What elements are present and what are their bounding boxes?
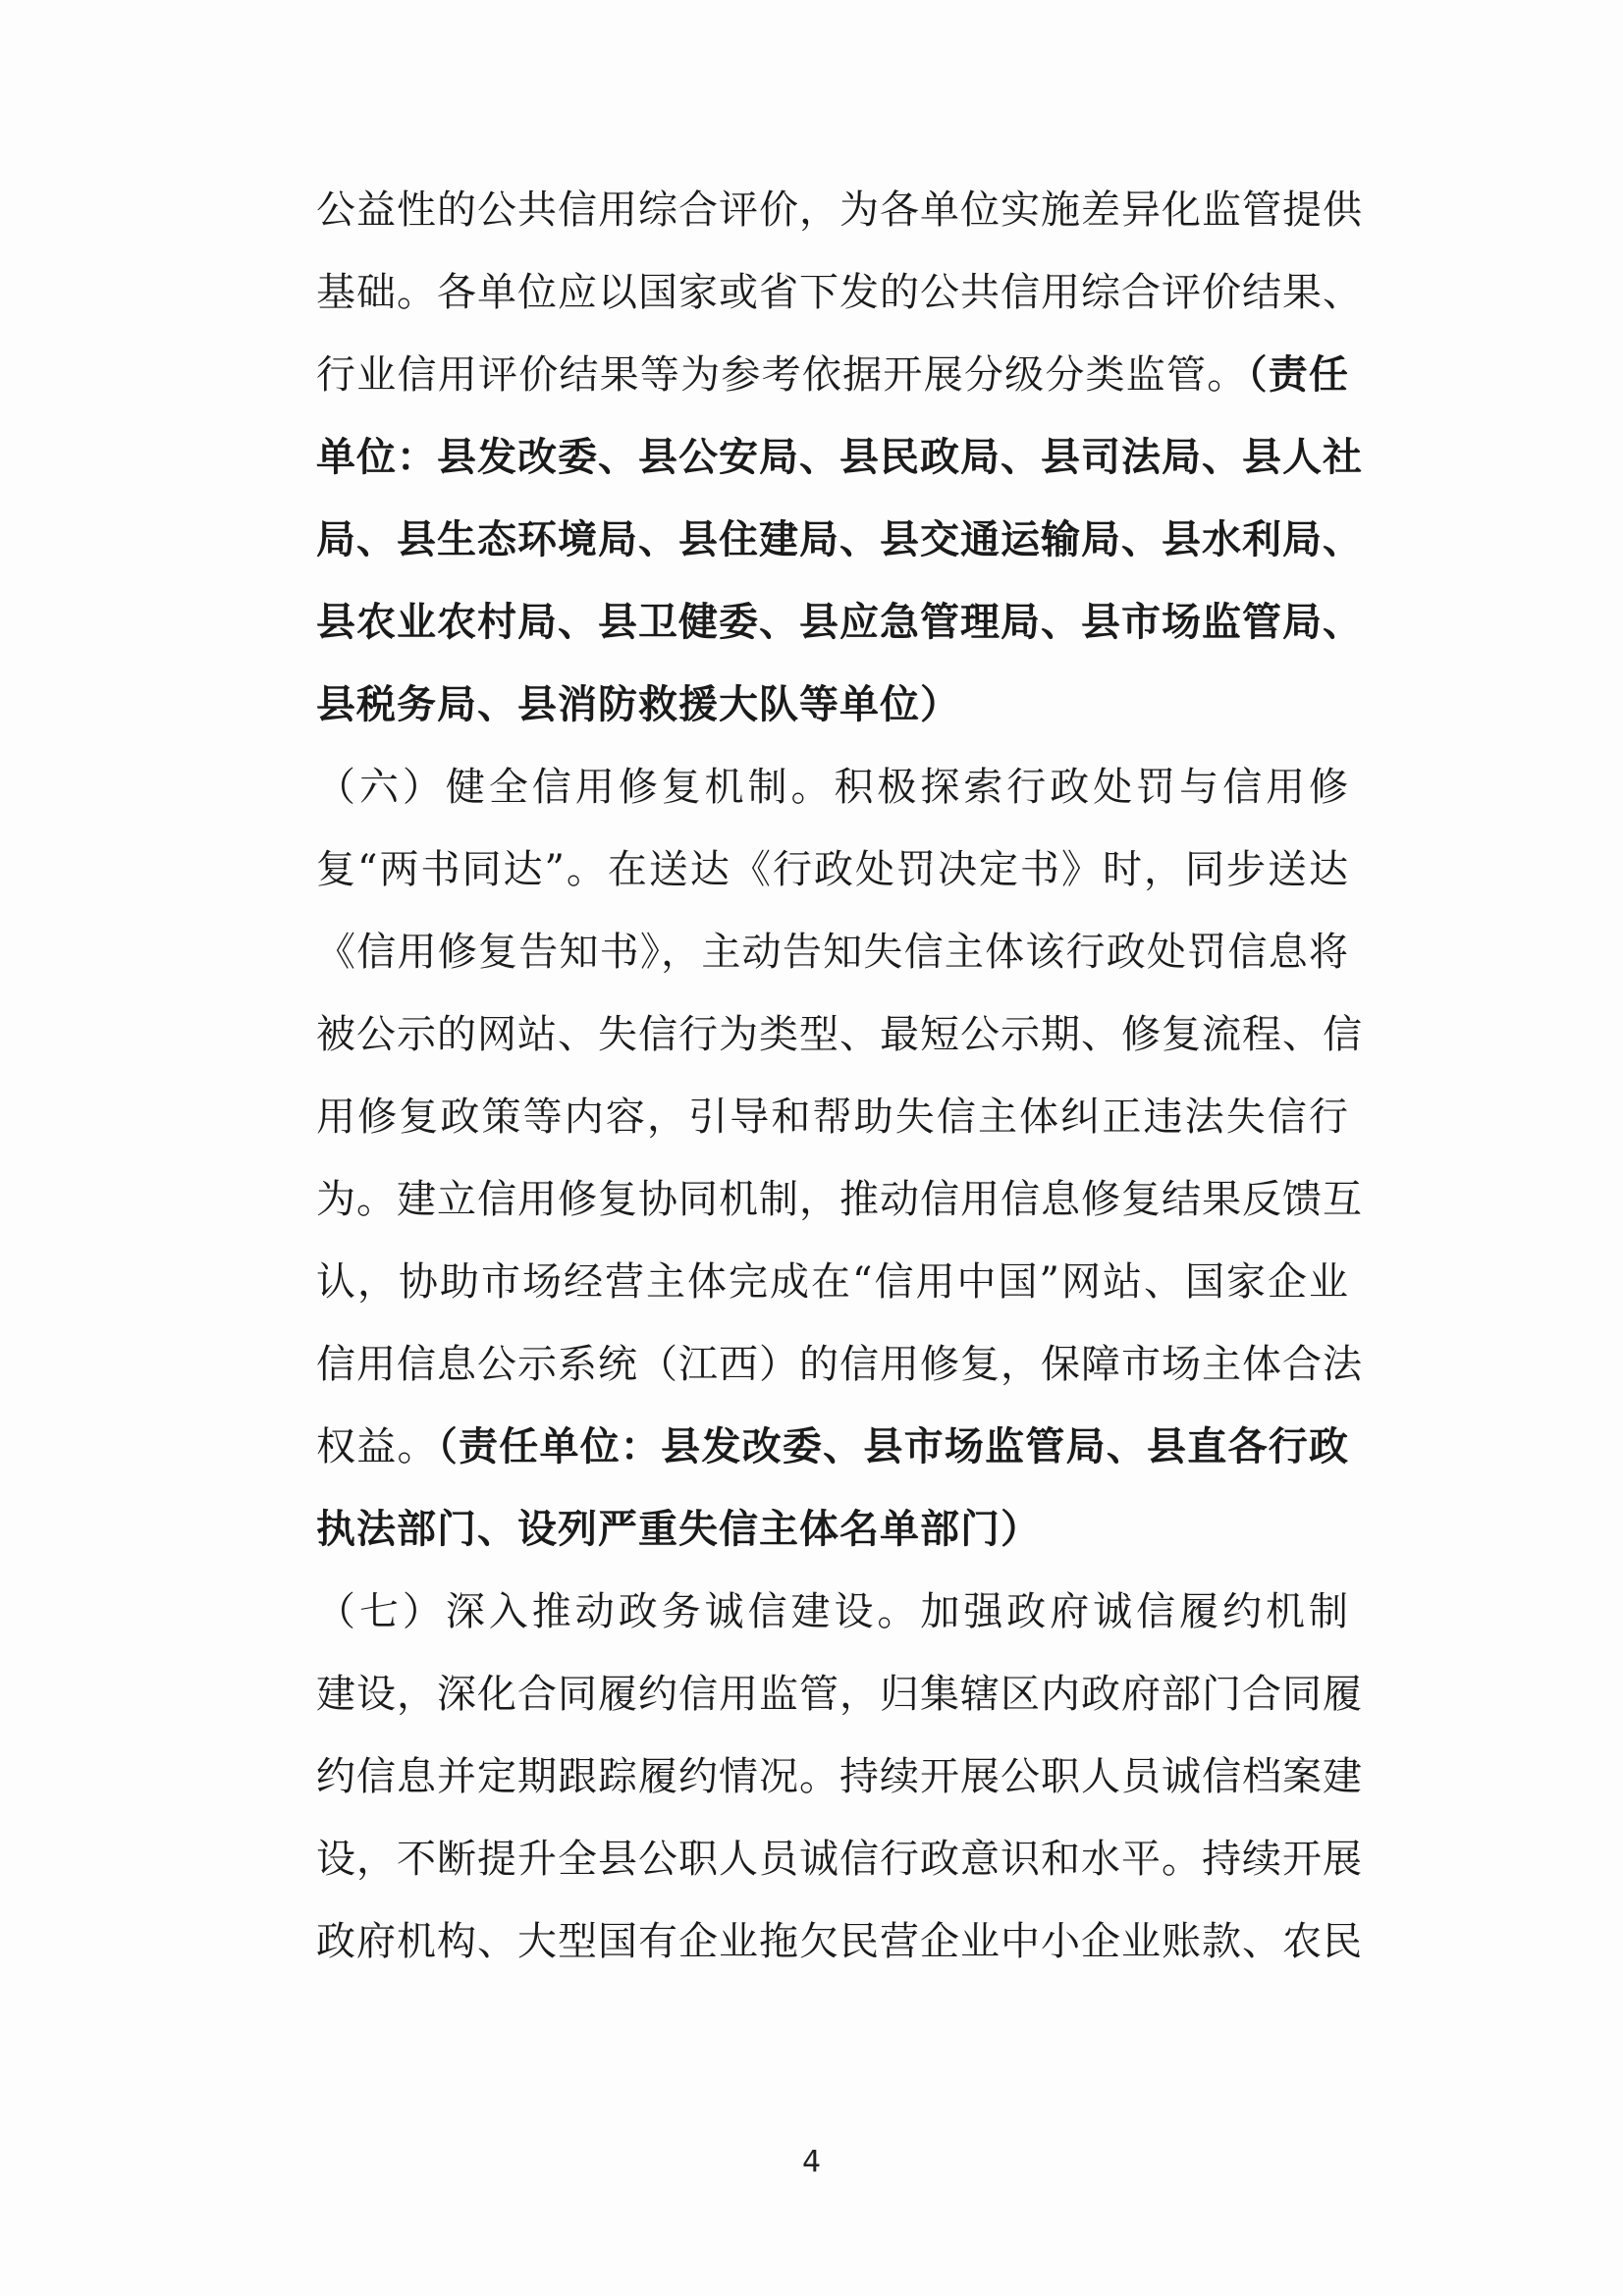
text-line xyxy=(316,416,1363,499)
text-line xyxy=(316,1735,1363,1818)
text-line xyxy=(316,1653,1363,1735)
bold-text-segment: 单位：县发改委、县公安局、县民政局、县司法局、县人社 xyxy=(316,434,1363,480)
page-number: 4 xyxy=(801,2145,822,2179)
text-segment: 认，协助市场经营主体完成在“信用中国”网站、国家企业 xyxy=(316,1259,1349,1305)
text-segment: 用修复政策等内容，引导和帮助失信主体纠正违法失信行 xyxy=(316,1095,1349,1140)
bold-text-segment: 县税务局、县消防救援大队等单位） xyxy=(316,681,960,727)
text-segment: 权益。 xyxy=(316,1424,438,1469)
text-segment: 复“两书同达”。在送达《行政处罚决定书》时，同步送达 xyxy=(316,847,1349,892)
text-line xyxy=(316,169,1363,251)
bold-text-segment: 执法部门、设列严重失信主体名单部门） xyxy=(316,1506,1041,1552)
text-line xyxy=(316,1241,1349,1323)
text-segment: （七）深入推动政务诚信建设。加强政府诚信履约机制 xyxy=(316,1589,1349,1634)
text-segment: 信用信息公示系统（江西）的信用修复，保障市场主体合法 xyxy=(316,1342,1363,1387)
text-line xyxy=(316,993,1363,1076)
text-line xyxy=(316,251,1363,334)
document-body xyxy=(316,169,1363,1983)
bold-text-segment: （责任单位：县发改委、县市场监管局、县直各行政 xyxy=(437,1423,1350,1469)
text-segment: 行业信用评价结果等为参考依据开展分级分类监管。 xyxy=(316,352,1248,398)
text-segment: （六）健全信用修复机制。积极探索行政处罚与信用修 xyxy=(316,765,1349,810)
text-line xyxy=(316,334,1349,416)
text-segment: 基础。各单位应以国家或省下发的公共信用综合评价结果、 xyxy=(316,270,1363,315)
text-segment: 公益性的公共信用综合评价，为各单位实施差异化监管提供 xyxy=(316,187,1363,233)
text-line xyxy=(316,581,1363,664)
text-line xyxy=(316,1900,1363,1983)
text-segment: 为。建立信用修复协同机制，推动信用信息修复结果反馈互 xyxy=(316,1177,1363,1222)
text-line xyxy=(316,1818,1363,1900)
text-line xyxy=(316,499,1363,581)
text-line xyxy=(316,1076,1349,1158)
text-line xyxy=(316,911,1349,993)
text-line xyxy=(316,1158,1363,1241)
text-segment: 约信息并定期跟踪履约情况。持续开展公职人员诚信档案建 xyxy=(316,1754,1363,1799)
text-segment: 被公示的网站、失信行为类型、最短公示期、修复流程、信 xyxy=(316,1012,1363,1057)
text-line xyxy=(316,1488,1349,1571)
bold-text-segment: 局、县生态环境局、县住建局、县交通运输局、县水利局、 xyxy=(316,516,1363,562)
text-line xyxy=(316,828,1349,911)
text-line xyxy=(316,1571,1349,1653)
text-segment: 设，不断提升全县公职人员诚信行政意识和水平。持续开展 xyxy=(316,1837,1363,1882)
text-line xyxy=(316,1406,1349,1488)
text-line xyxy=(316,746,1349,828)
text-line xyxy=(316,664,1349,746)
text-line xyxy=(316,1323,1363,1406)
text-segment: 建设，深化合同履约信用监管，归集辖区内政府部门合同履 xyxy=(316,1672,1363,1717)
text-segment: 《信用修复告知书》，主动告知失信主体该行政处罚信息将 xyxy=(316,930,1349,975)
bold-text-segment: （责任 xyxy=(1247,351,1350,398)
bold-text-segment: 县农业农村局、县卫健委、县应急管理局、县市场监管局、 xyxy=(316,599,1363,645)
text-segment: 政府机构、大型国有企业拖欠民营企业中小企业账款、农民 xyxy=(316,1919,1363,1964)
